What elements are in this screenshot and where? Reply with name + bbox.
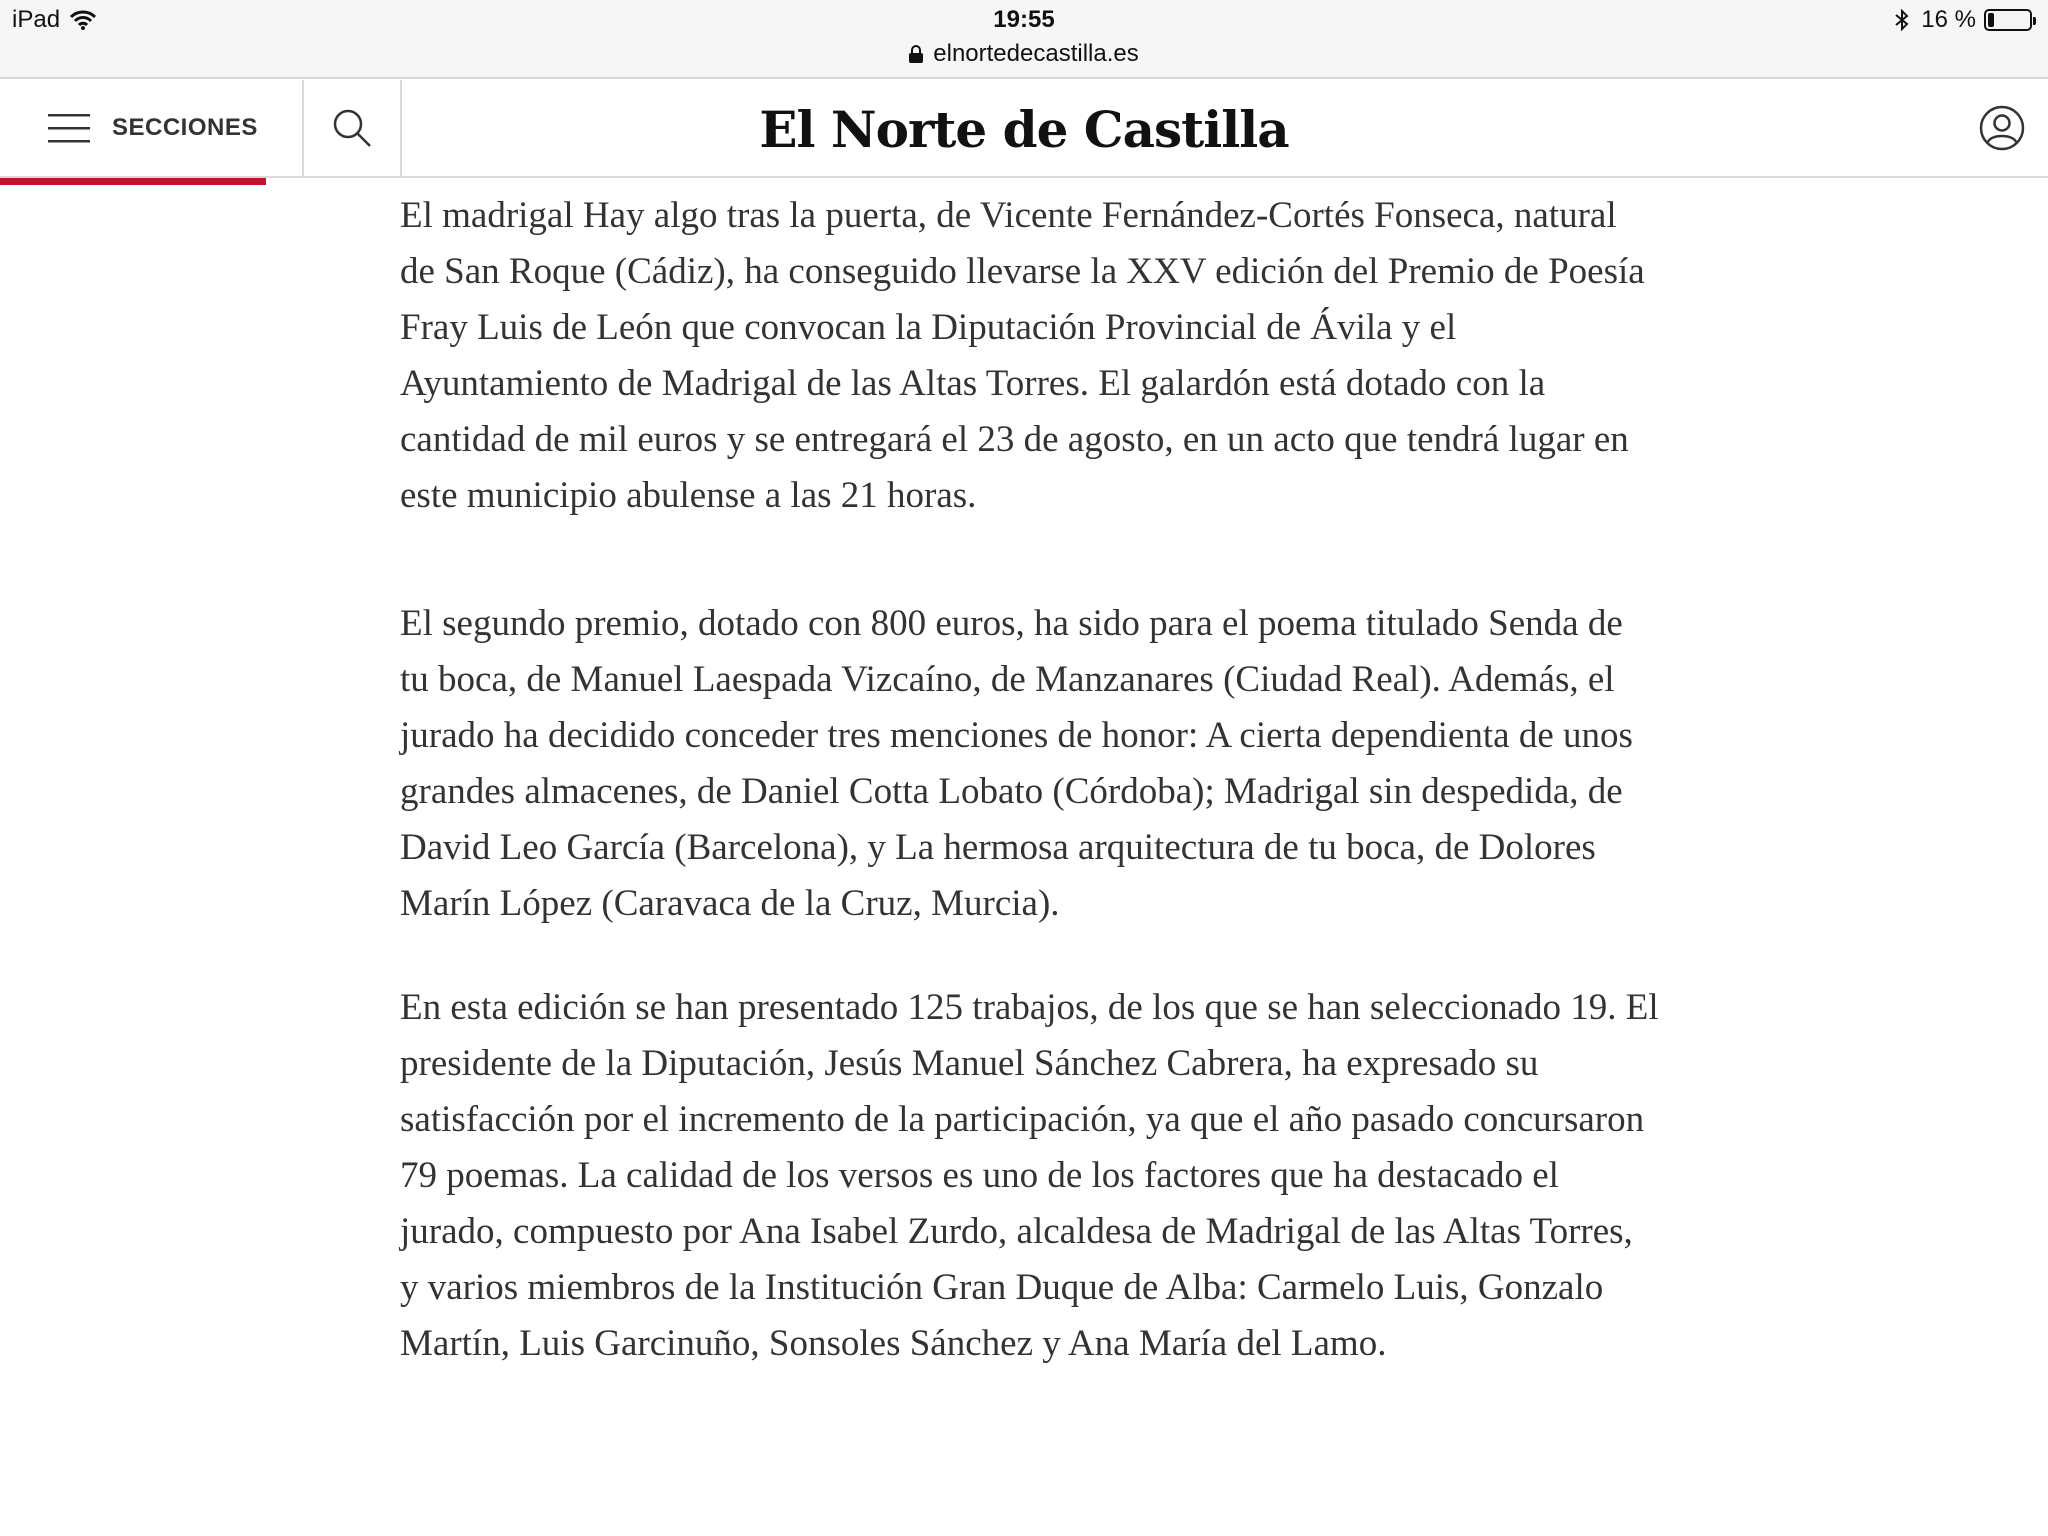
sections-menu-label: SECCIONES	[112, 114, 258, 141]
article-body	[400, 180, 1660, 1372]
status-bar	[0, 0, 2048, 79]
bluetooth-icon	[1895, 9, 1909, 31]
device-label: iPad	[12, 6, 61, 33]
search-button[interactable]	[304, 80, 402, 176]
battery-level	[1988, 13, 1994, 27]
status-time: 19:55	[993, 6, 1055, 33]
battery-icon	[1984, 9, 2032, 31]
article-paragraph: El madrigal Hay algo tras la puerta, de Vicente Fernández-Cortés Fonseca, natural de San Roque (Cádiz), ha conseguido llevarse la XXV edición del Premio de Poesía Fray Luis de León que convocan la Diputación Provincial de Ávila y el Ayuntamiento de Madrigal de las Altas Torres. El galardón está dotado con la cantidad de mil euros y se entregará el 23 de agosto, en un acto que tendrá lugar en este municipio abulense a las 21 horas.	[400, 195, 1645, 516]
site-logo[interactable]: El Norte de Castilla	[759, 99, 1289, 159]
battery-percent: 16 %	[1921, 6, 1976, 33]
user-icon[interactable]	[1978, 104, 2026, 152]
search-icon	[332, 108, 372, 148]
site-header	[0, 80, 2048, 178]
address-bar[interactable]	[0, 40, 2048, 68]
menu-active-underline	[0, 178, 266, 185]
status-right	[1895, 6, 2032, 34]
hamburger-icon	[48, 113, 90, 143]
article-paragraph: El segundo premio, dotado con 800 euros, ha sido para el poema titulado Senda de tu boca, de Manuel Laespada Vizcaíno, de Manzanares (Ciudad Real). Además, el jurado ha decidido conceder tres menciones de honor: A cierta dependienta de unos grandes almacenes, de Daniel Cotta Lobato (Córdoba); Madrigal sin despedida, de David Leo García (Barcelona), y La hermosa arquitectura de tu boca, de Dolores Marín López (Caravaca de la Cruz, Murcia).	[400, 603, 1633, 924]
lock-icon	[909, 45, 923, 63]
url-text[interactable]: elnortedecastilla.es	[933, 40, 1139, 67]
article-paragraph: En esta edición se han presentado 125 trabajos, de los que se han seleccionado 19. El presidente de la Diputación, Jesús Manuel Sánchez Cabrera, ha expresado su satisfacción por el incremento de la participación, ya que el año pasado concursaron 79 poemas. La calidad de los versos es uno de los factores que ha destacado el jurado, compuesto por Ana Isabel Zurdo, alcaldesa de Madrigal de las Altas Torres, y varios miembros de la Institución Gran Duque de Alba: Carmelo Luis, Gonzalo Martín, Luis Garcinuño, Sonsoles Sánchez y Ana María del Lamo.	[400, 987, 1659, 1364]
sections-menu-button[interactable]	[0, 80, 304, 176]
